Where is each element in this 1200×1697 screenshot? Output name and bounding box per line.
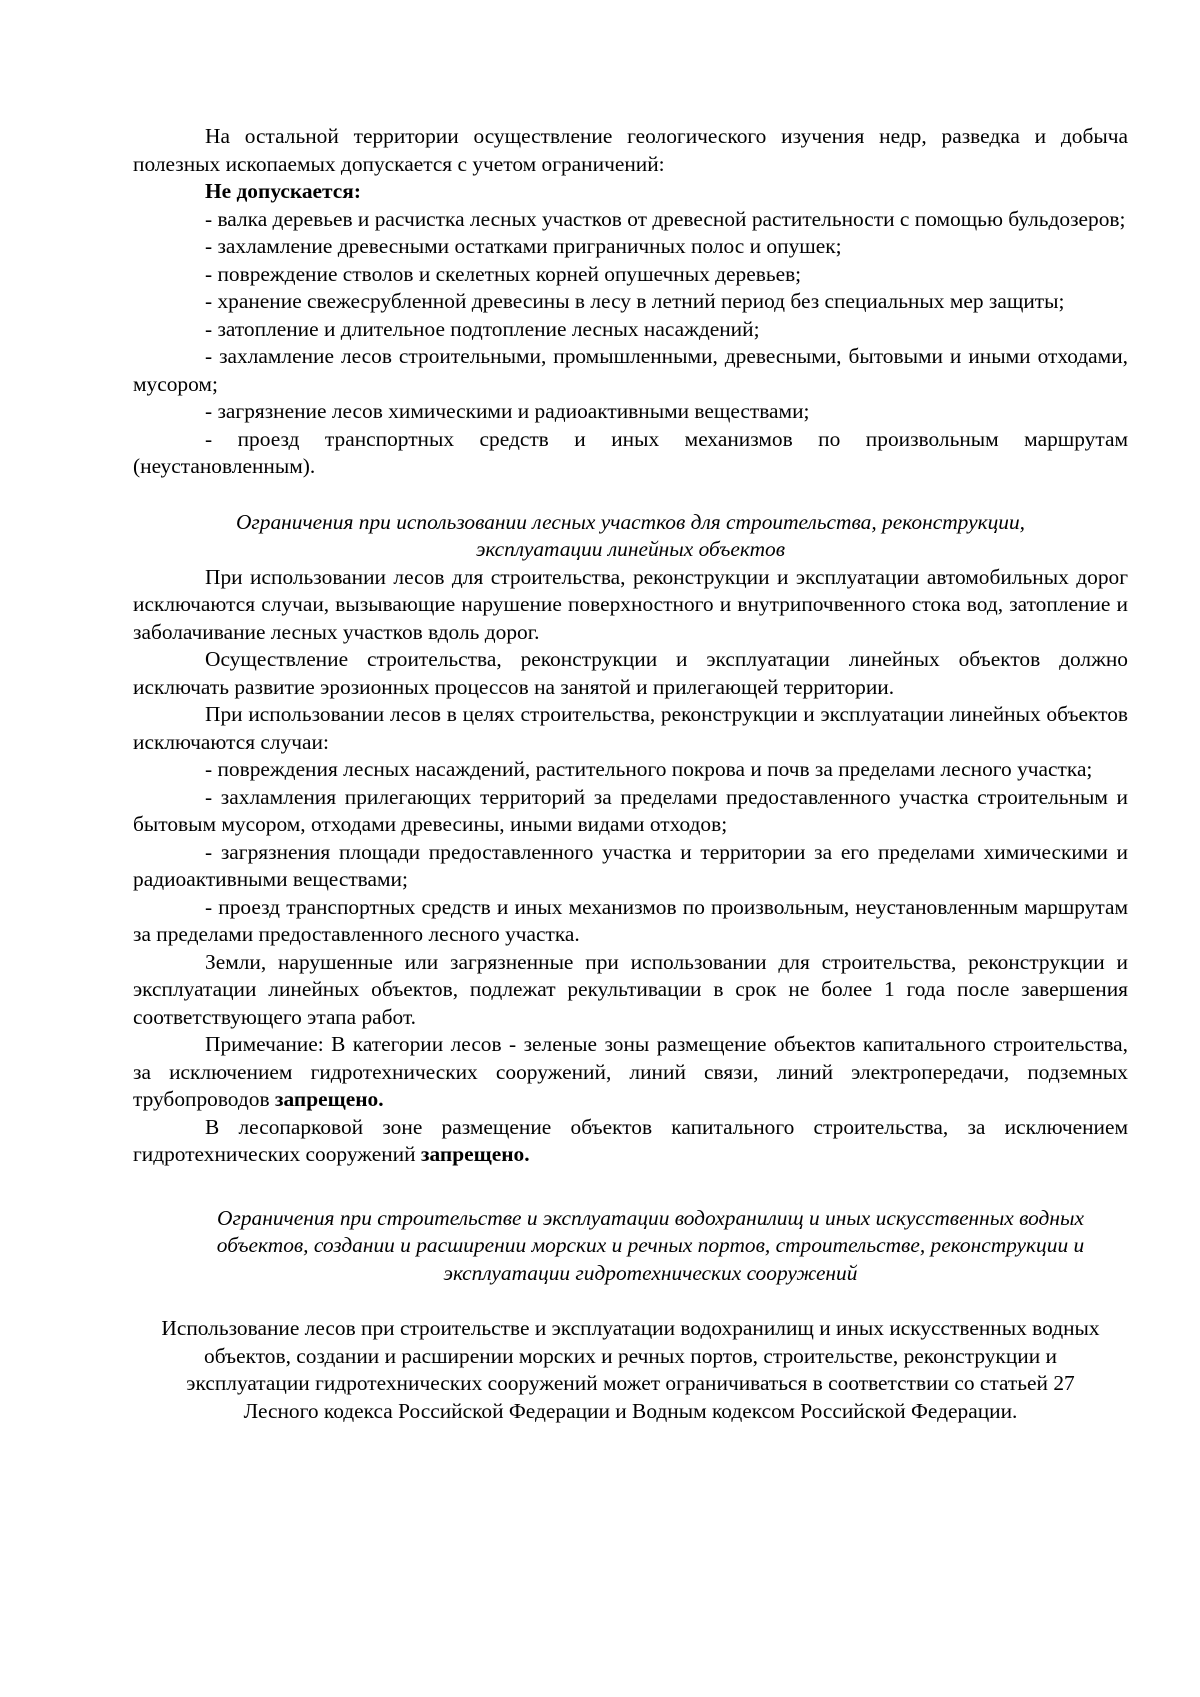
paragraph: При использовании лесов для строительства, реконструкции и эксплуатации автомобильных дорог исключаются случаи, вызывающие нарушение поверхностного и внутрипочвенного стока вод, затопление и заболачивание лесных участков вдоль дорог. bbox=[133, 564, 1128, 644]
list-item: - повреждения лесных насаждений, растительного покрова и почв за пределами лесного участка; bbox=[205, 757, 1093, 781]
list-item: - валка деревьев и расчистка лесных участков от древесной растительности с помощью бульдозеров; bbox=[205, 206, 1126, 231]
centered-paragraph: Использование лесов при строительстве и эксплуатации водохранилищ и иных искусственных водных объектов, создании и расширении морских и речных портов, строительстве, реконструкции и эксплуатации гидротехнических сооружений может ограничиваться в соответствии со статьей 27 Лесного кодекса Российской Федерации и Водным кодексом Российской Федерации. bbox=[161, 1316, 1100, 1423]
intro-paragraph: На остальной территории осуществление геологического изучения недр, разведка и добыча полезных ископаемых допускается с учетом ограничений: bbox=[133, 124, 1128, 176]
section-heading-linear-objects: Ограничения при использовании лесных участков для строительства, реконструкции, эксплуатации линейных объектов bbox=[235, 509, 1026, 561]
paragraph: Осуществление строительства, реконструкции и эксплуатации линейных объектов должно исключать развитие эрозионных процессов на занятой и прилегающей территории. bbox=[133, 647, 1128, 699]
list-item: - захламление лесов строительными, промышленными, древесными, бытовыми и иными отходами, мусором; bbox=[133, 344, 1128, 396]
note-paragraph: Примечание: В категории лесов - зеленые зоны размещение объектов капитального строительства, за исключением гидротехнических сооружений, линий связи, линий электропередачи, подземных трубопроводов запрещено. bbox=[133, 1032, 1128, 1111]
list-item: - проезд транспортных средств и иных механизмов по произвольным, неустановленным маршрутам за пределами предоставленного лесного участка. bbox=[133, 894, 1128, 946]
paragraph: При использовании лесов в целях строительства, реконструкции и эксплуатации линейных объектов исключаются случаи: bbox=[133, 702, 1128, 754]
park-zone-paragraph: В лесопарковой зоне размещение объектов капитального строительства, за исключением гидротехнических сооружений запрещено. bbox=[133, 1114, 1128, 1166]
paragraph: Земли, нарушенные или загрязненные при использовании для строительства, реконструкции и эксплуатации линейных объектов, подлежат рекультивации в срок не более 1 года после завершения соответствующего этапа работ. bbox=[133, 949, 1128, 1029]
list-item: - затопление и длительное подтопление лесных насаждений; bbox=[205, 316, 760, 341]
park-emphasis: запрещено. bbox=[420, 1142, 530, 1166]
not-allowed-label: Не допускается: bbox=[205, 179, 362, 203]
list-item: - проезд транспортных средств и иных механизмов по произвольным маршрутам (неустановленным). bbox=[133, 426, 1128, 478]
document-page bbox=[133, 123, 1128, 1425]
list-item: - захламление древесными остатками приграничных полос и опушек; bbox=[205, 234, 842, 258]
list-item: - хранение свежесрубленной древесины в лесу в летний период без специальных мер защиты; bbox=[205, 289, 1065, 313]
section-heading-water-objects: Ограничения при строительстве и эксплуатации водохранилищ и иных искусственных водных объектов, создании и расширении морских и речных портов, строительстве, реконструкции и эксплуатации гидротехнических сооружений bbox=[216, 1205, 1085, 1285]
list-item: - повреждение стволов и скелетных корней опушечных деревьев; bbox=[205, 261, 802, 286]
list-item: - загрязнения площади предоставленного участка и территории за его пределами химическими и радиоактивными веществами; bbox=[133, 839, 1128, 891]
note-emphasis: запрещено. bbox=[274, 1087, 384, 1111]
list-item: - захламления прилегающих территорий за пределами предоставленного участка строительным и бытовым мусором, отходами древесины, иными видами отходов; bbox=[133, 784, 1128, 836]
list-item: - загрязнение лесов химическими и радиоактивными веществами; bbox=[205, 399, 810, 423]
